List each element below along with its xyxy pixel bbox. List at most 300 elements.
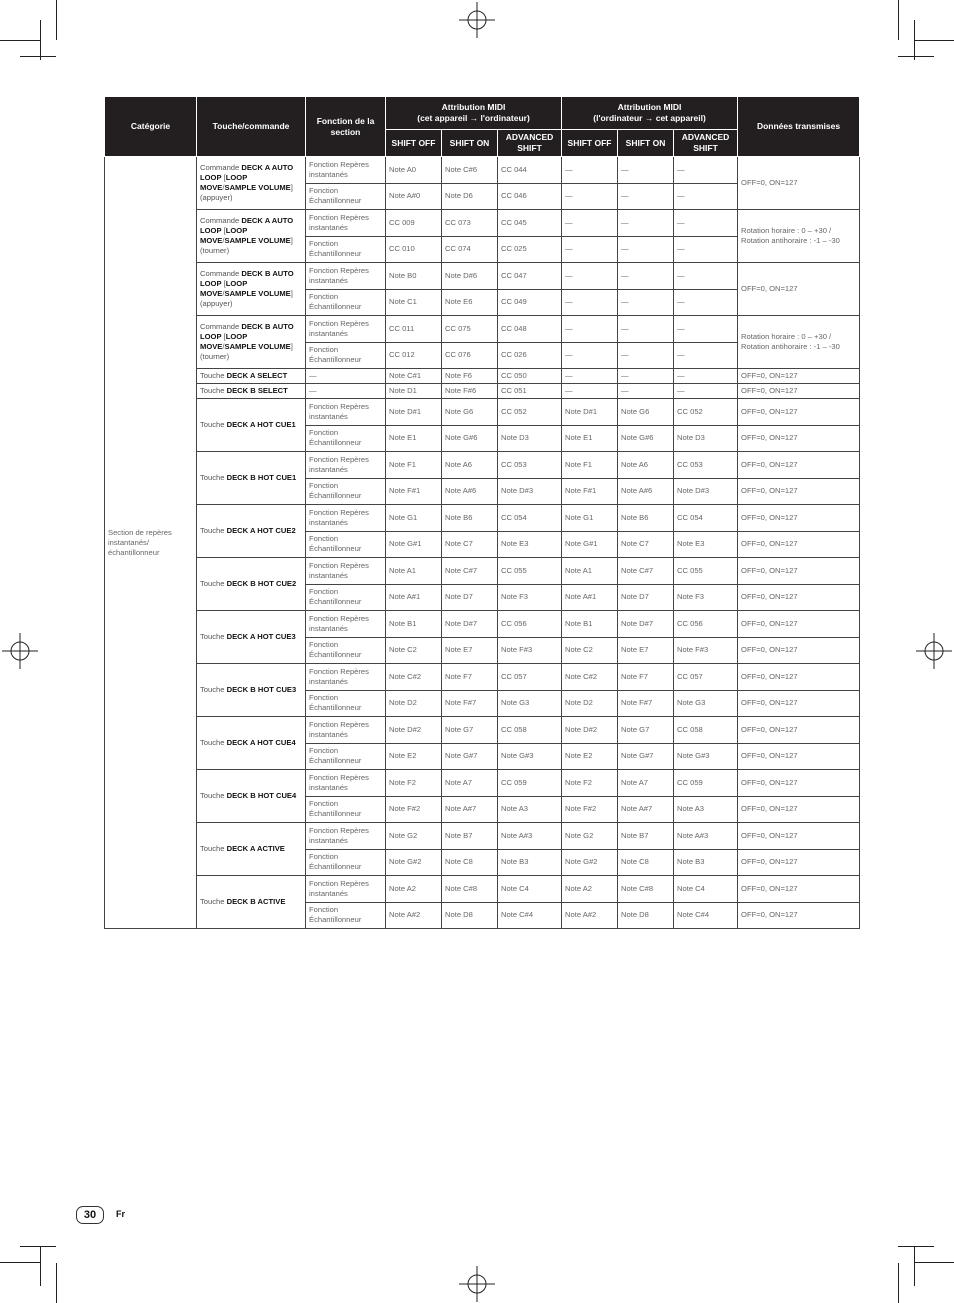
midi-value-cell: Note E1	[386, 425, 442, 452]
midi-value-cell: —	[618, 157, 674, 184]
midi-value-cell: Note A1	[562, 558, 618, 585]
header-shift-on: SHIFT ON	[442, 130, 498, 157]
midi-value-cell: Note G#1	[386, 531, 442, 558]
function-cell: Fonction Échantillonneur	[306, 425, 386, 452]
control-label-part: [	[221, 226, 226, 235]
crop-mark	[40, 20, 41, 60]
table-row	[105, 770, 860, 797]
crop-mark	[56, 0, 57, 40]
midi-value-cell: —	[618, 236, 674, 263]
control-cell	[197, 452, 306, 505]
midi-value-cell: Note F#3	[498, 637, 562, 664]
control-label-part: Touche	[200, 897, 227, 906]
control-label-part: [	[221, 173, 226, 182]
midi-value-cell: CC 052	[498, 399, 562, 426]
midi-value-cell: Note E1	[562, 425, 618, 452]
control-cell	[197, 157, 306, 210]
midi-value-cell: —	[562, 369, 618, 384]
control-label-part: Commande	[200, 269, 242, 278]
midi-value-cell: Note A#1	[562, 584, 618, 611]
midi-value-cell: CC 047	[498, 263, 562, 290]
midi-value-cell: Note C7	[442, 531, 498, 558]
midi-value-cell: —	[562, 384, 618, 399]
midi-value-cell: Note A#6	[618, 478, 674, 505]
control-label-part: DECK B HOT CUE2	[226, 579, 297, 588]
midi-value-cell: Note C#1	[386, 369, 442, 384]
midi-value-cell: —	[618, 183, 674, 210]
midi-value-cell: —	[618, 210, 674, 237]
midi-value-cell: —	[562, 342, 618, 369]
midi-value-cell: CC 044	[498, 157, 562, 184]
midi-value-cell: Note D3	[498, 425, 562, 452]
transmitted-data-cell: OFF=0, ON=127	[738, 796, 860, 823]
function-cell: —	[306, 369, 386, 384]
function-cell: Fonction Repères instantanés	[306, 263, 386, 290]
transmitted-data-cell: OFF=0, ON=127	[738, 478, 860, 505]
midi-value-cell: Note C2	[562, 637, 618, 664]
midi-value-cell: Note C8	[442, 849, 498, 876]
table-row	[105, 717, 860, 744]
midi-value-cell: Note D2	[562, 690, 618, 717]
transmitted-data-cell: OFF=0, ON=127	[738, 902, 860, 929]
midi-value-cell: Note C8	[618, 849, 674, 876]
midi-value-cell: Note A#0	[386, 183, 442, 210]
header-midi-in	[562, 97, 738, 130]
control-label-part: LOOP MOVE	[200, 279, 248, 298]
midi-value-cell: CC 055	[498, 558, 562, 585]
transmitted-data-cell: OFF=0, ON=127	[738, 399, 860, 426]
transmitted-data-cell: OFF=0, ON=127	[738, 157, 860, 210]
control-label-part: LOOP MOVE	[200, 173, 248, 192]
midi-value-cell: Note B1	[562, 611, 618, 638]
midi-value-cell: Note D8	[442, 902, 498, 929]
midi-value-cell: —	[562, 289, 618, 316]
header-midi-out-title: Attribution MIDI	[441, 102, 506, 112]
midi-value-cell: —	[674, 289, 738, 316]
midi-value-cell: Note A#7	[442, 796, 498, 823]
midi-value-cell: Note G2	[562, 823, 618, 850]
transmitted-data-cell: OFF=0, ON=127	[738, 263, 860, 316]
midi-value-cell: Note D8	[618, 902, 674, 929]
control-cell	[197, 717, 306, 770]
transmitted-data-cell: OFF=0, ON=127	[738, 664, 860, 691]
midi-value-cell: Note G3	[498, 690, 562, 717]
function-cell: Fonction Repères instantanés	[306, 399, 386, 426]
midi-value-cell: Note G1	[562, 505, 618, 532]
function-cell: Fonction Repères instantanés	[306, 505, 386, 532]
midi-value-cell: CC 058	[674, 717, 738, 744]
control-label-part: Touche	[200, 371, 227, 380]
midi-value-cell: Note A#2	[386, 902, 442, 929]
table-row	[105, 210, 860, 237]
midi-value-cell: Note D1	[386, 384, 442, 399]
crop-mark	[914, 1262, 954, 1263]
midi-value-cell: Note A2	[562, 876, 618, 903]
midi-value-cell: —	[674, 369, 738, 384]
control-label-part: ] (appuyer)	[200, 289, 293, 308]
midi-value-cell: Note A7	[442, 770, 498, 797]
midi-value-cell: Note B1	[386, 611, 442, 638]
control-label-part: Touche	[200, 844, 227, 853]
midi-value-cell: Note F1	[562, 452, 618, 479]
transmitted-data-cell: OFF=0, ON=127	[738, 558, 860, 585]
midi-value-cell: —	[674, 263, 738, 290]
midi-value-cell: CC 025	[498, 236, 562, 263]
control-label-part: ] (tourner)	[200, 342, 293, 361]
crop-mark	[20, 1246, 56, 1247]
midi-value-cell: Note G#2	[386, 849, 442, 876]
midi-value-cell: Note C2	[386, 637, 442, 664]
midi-value-cell: —	[674, 210, 738, 237]
midi-value-cell: CC 055	[674, 558, 738, 585]
function-cell: Fonction Repères instantanés	[306, 210, 386, 237]
control-label-part: Touche	[200, 791, 227, 800]
midi-value-cell: —	[674, 157, 738, 184]
midi-value-cell: Note G1	[386, 505, 442, 532]
midi-value-cell: Note A3	[674, 796, 738, 823]
midi-value-cell: CC 012	[386, 342, 442, 369]
midi-value-cell: —	[618, 289, 674, 316]
midi-value-cell: Note E2	[562, 743, 618, 770]
header-control: Touche/commande	[197, 97, 306, 157]
midi-value-cell: Note B6	[618, 505, 674, 532]
table-row	[105, 823, 860, 850]
header-advanced-shift: ADVANCED SHIFT	[674, 130, 738, 157]
control-label-part: [	[221, 332, 226, 341]
control-label-part: LOOP MOVE	[200, 226, 248, 245]
control-cell	[197, 316, 306, 369]
midi-value-cell: Note D#7	[442, 611, 498, 638]
transmitted-data-cell: Rotation horaire : 0 – +30 / Rotation antihoraire : -1 – -30	[738, 210, 860, 263]
midi-value-cell: Note F7	[618, 664, 674, 691]
header-category: Catégorie	[105, 97, 197, 157]
midi-value-cell: Note G#3	[674, 743, 738, 770]
crop-mark	[0, 1262, 40, 1263]
midi-value-cell: Note A#1	[386, 584, 442, 611]
midi-value-cell: Note E7	[442, 637, 498, 664]
midi-value-cell: —	[618, 316, 674, 343]
control-cell	[197, 558, 306, 611]
control-label-part: DECK B AUTO LOOP	[200, 322, 294, 341]
control-label-part: DECK A HOT CUE1	[226, 420, 296, 429]
control-label-part: DECK A SELECT	[226, 371, 288, 380]
midi-value-cell: —	[618, 263, 674, 290]
midi-value-cell: Note D6	[442, 183, 498, 210]
control-label-part: Touche	[200, 473, 227, 482]
crop-mark	[914, 40, 954, 41]
midi-value-cell: Note E2	[386, 743, 442, 770]
midi-value-cell: Note G#1	[562, 531, 618, 558]
midi-value-cell: —	[618, 384, 674, 399]
midi-value-cell: Note F#7	[618, 690, 674, 717]
transmitted-data-cell: OFF=0, ON=127	[738, 690, 860, 717]
control-label-part: /	[222, 236, 225, 245]
function-cell: Fonction Échantillonneur	[306, 478, 386, 505]
control-label-part: ] (tourner)	[200, 236, 293, 255]
midi-value-cell: CC 059	[498, 770, 562, 797]
control-label-part: SAMPLE VOLUME	[224, 236, 291, 245]
midi-value-cell: —	[674, 183, 738, 210]
midi-value-cell: Note A6	[618, 452, 674, 479]
function-cell: Fonction Repères instantanés	[306, 316, 386, 343]
function-cell: Fonction Échantillonneur	[306, 902, 386, 929]
table-row	[105, 611, 860, 638]
midi-value-cell: CC 059	[674, 770, 738, 797]
midi-value-cell: Note G6	[442, 399, 498, 426]
midi-value-cell: Note D7	[442, 584, 498, 611]
function-cell: Fonction Échantillonneur	[306, 289, 386, 316]
function-cell: Fonction Repères instantanés	[306, 157, 386, 184]
midi-value-cell: Note F2	[562, 770, 618, 797]
midi-value-cell: Note C#2	[386, 664, 442, 691]
midi-value-cell: Note C#8	[618, 876, 674, 903]
midi-value-cell: Note G2	[386, 823, 442, 850]
transmitted-data-cell: OFF=0, ON=127	[738, 770, 860, 797]
header-midi-in-title: Attribution MIDI	[617, 102, 682, 112]
midi-value-cell: —	[562, 236, 618, 263]
midi-value-cell: —	[562, 210, 618, 237]
midi-value-cell: CC 058	[498, 717, 562, 744]
control-label-part: ] (appuyer)	[200, 183, 293, 202]
function-cell: Fonction Repères instantanés	[306, 664, 386, 691]
midi-value-cell: Note A7	[618, 770, 674, 797]
control-label-part: DECK A HOT CUE2	[226, 526, 296, 535]
midi-value-cell: Note C#4	[674, 902, 738, 929]
function-cell: Fonction Échantillonneur	[306, 849, 386, 876]
function-cell: Fonction Échantillonneur	[306, 796, 386, 823]
control-label-part: Commande	[200, 216, 242, 225]
midi-value-cell: Note G#7	[442, 743, 498, 770]
control-label-part: DECK B AUTO LOOP	[200, 269, 294, 288]
midi-value-cell: Note D#7	[618, 611, 674, 638]
function-cell: Fonction Repères instantanés	[306, 611, 386, 638]
control-label-part: DECK A ACTIVE	[226, 844, 285, 853]
control-label-part: DECK A HOT CUE4	[226, 738, 296, 747]
midi-value-cell: Note D2	[386, 690, 442, 717]
control-cell	[197, 399, 306, 452]
crop-mark	[914, 1246, 915, 1286]
control-label-part: SAMPLE VOLUME	[224, 289, 291, 298]
midi-value-cell: Note F3	[498, 584, 562, 611]
midi-value-cell: CC 046	[498, 183, 562, 210]
midi-value-cell: Note D#1	[386, 399, 442, 426]
midi-value-cell: Note G#6	[618, 425, 674, 452]
control-label-part: Touche	[200, 685, 227, 694]
table-row	[105, 558, 860, 585]
midi-value-cell: —	[562, 263, 618, 290]
control-label-part: DECK A HOT CUE3	[226, 632, 296, 641]
midi-value-cell: Note C#6	[442, 157, 498, 184]
control-cell	[197, 263, 306, 316]
midi-value-cell: Note G#7	[618, 743, 674, 770]
transmitted-data-cell: OFF=0, ON=127	[738, 505, 860, 532]
midi-value-cell: Note F#2	[386, 796, 442, 823]
midi-value-cell: Note G7	[618, 717, 674, 744]
midi-value-cell: —	[562, 183, 618, 210]
midi-value-cell: Note G#2	[562, 849, 618, 876]
midi-value-cell: Note F1	[386, 452, 442, 479]
midi-value-cell: CC 051	[498, 384, 562, 399]
transmitted-data-cell: OFF=0, ON=127	[738, 369, 860, 384]
control-label-part: [	[221, 279, 226, 288]
crop-mark	[898, 1263, 899, 1303]
control-label-part: Touche	[200, 386, 227, 395]
midi-value-cell: Note A#7	[618, 796, 674, 823]
control-cell	[197, 664, 306, 717]
control-cell	[197, 611, 306, 664]
transmitted-data-cell: OFF=0, ON=127	[738, 876, 860, 903]
function-cell: Fonction Échantillonneur	[306, 743, 386, 770]
function-cell: Fonction Repères instantanés	[306, 770, 386, 797]
midi-value-cell: CC 045	[498, 210, 562, 237]
transmitted-data-cell: OFF=0, ON=127	[738, 425, 860, 452]
midi-value-cell: CC 074	[442, 236, 498, 263]
midi-value-cell: CC 054	[498, 505, 562, 532]
transmitted-data-cell: OFF=0, ON=127	[738, 452, 860, 479]
midi-value-cell: Note F#1	[562, 478, 618, 505]
midi-value-cell: CC 057	[498, 664, 562, 691]
control-label-part: DECK B HOT CUE1	[226, 473, 297, 482]
control-label-part: SAMPLE VOLUME	[224, 183, 291, 192]
control-label-part: /	[222, 342, 225, 351]
registration-mark-icon	[459, 2, 495, 38]
midi-value-cell: Note C#4	[498, 902, 562, 929]
function-cell: Fonction Échantillonneur	[306, 584, 386, 611]
midi-value-cell: Note B3	[674, 849, 738, 876]
control-label-part: Touche	[200, 579, 227, 588]
table-row	[105, 369, 860, 384]
control-cell	[197, 210, 306, 263]
control-label-part: Commande	[200, 163, 242, 172]
midi-value-cell: Note C4	[498, 876, 562, 903]
midi-value-cell: CC 011	[386, 316, 442, 343]
table-row	[105, 263, 860, 290]
midi-value-cell: Note B7	[442, 823, 498, 850]
header-shift-on: SHIFT ON	[618, 130, 674, 157]
midi-value-cell: Note A3	[498, 796, 562, 823]
midi-value-cell: Note D#6	[442, 263, 498, 290]
page-language: Fr	[116, 1209, 125, 1219]
midi-value-cell: Note A1	[386, 558, 442, 585]
control-label-part: /	[222, 183, 225, 192]
function-cell: —	[306, 384, 386, 399]
midi-value-cell: Note C#7	[442, 558, 498, 585]
table-row	[105, 157, 860, 184]
crop-mark	[56, 1263, 57, 1303]
midi-value-cell: CC 054	[674, 505, 738, 532]
midi-value-cell: Note F7	[442, 664, 498, 691]
transmitted-data-cell: OFF=0, ON=127	[738, 384, 860, 399]
midi-value-cell: CC 052	[674, 399, 738, 426]
header-midi-in-subtitle: (l'ordinateur → cet appareil)	[593, 113, 706, 123]
transmitted-data-cell: OFF=0, ON=127	[738, 584, 860, 611]
midi-value-cell: Note G6	[618, 399, 674, 426]
function-cell: Fonction Repères instantanés	[306, 876, 386, 903]
control-label-part: Touche	[200, 632, 227, 641]
function-cell: Fonction Échantillonneur	[306, 531, 386, 558]
control-label-part: /	[222, 289, 225, 298]
control-label-part: Touche	[200, 738, 227, 747]
midi-value-cell: Note E6	[442, 289, 498, 316]
midi-value-cell: Note C#7	[618, 558, 674, 585]
transmitted-data-cell: OFF=0, ON=127	[738, 611, 860, 638]
header-data: Données transmises	[738, 97, 860, 157]
midi-value-cell: Note G#3	[498, 743, 562, 770]
header-function: Fonction de la section	[306, 97, 386, 157]
header-advanced-shift: ADVANCED SHIFT	[498, 130, 562, 157]
registration-mark-icon	[916, 633, 952, 669]
midi-value-cell: Note F#2	[562, 796, 618, 823]
midi-value-cell: —	[674, 342, 738, 369]
midi-value-cell: CC 073	[442, 210, 498, 237]
transmitted-data-cell: OFF=0, ON=127	[738, 849, 860, 876]
midi-value-cell: Note A#3	[674, 823, 738, 850]
crop-mark	[0, 40, 40, 41]
midi-value-cell: Note B0	[386, 263, 442, 290]
table-row	[105, 399, 860, 426]
crop-mark	[898, 1246, 934, 1247]
midi-value-cell: Note B7	[618, 823, 674, 850]
transmitted-data-cell: OFF=0, ON=127	[738, 637, 860, 664]
function-cell: Fonction Repères instantanés	[306, 717, 386, 744]
midi-value-cell: —	[562, 157, 618, 184]
registration-mark-icon	[459, 1266, 495, 1302]
midi-value-cell: Note F#3	[674, 637, 738, 664]
control-label-part: DECK B HOT CUE4	[226, 791, 297, 800]
midi-value-cell: CC 053	[498, 452, 562, 479]
control-label-part: DECK B HOT CUE3	[226, 685, 297, 694]
midi-value-cell: Note A#2	[562, 902, 618, 929]
function-cell: Fonction Repères instantanés	[306, 823, 386, 850]
control-cell	[197, 876, 306, 929]
function-cell: Fonction Échantillonneur	[306, 236, 386, 263]
control-label-part: Commande	[200, 322, 242, 331]
control-label-part: LOOP MOVE	[200, 332, 248, 351]
midi-value-cell: Note B6	[442, 505, 498, 532]
midi-value-cell: Note G3	[674, 690, 738, 717]
midi-value-cell: —	[618, 369, 674, 384]
midi-value-cell: —	[674, 384, 738, 399]
midi-value-cell: Note F6	[442, 369, 498, 384]
header-midi-out-subtitle: (cet appareil → l'ordinateur)	[417, 113, 530, 123]
control-label-part: DECK A AUTO LOOP	[200, 163, 294, 182]
midi-value-cell: CC 010	[386, 236, 442, 263]
crop-mark	[898, 56, 934, 57]
midi-value-cell: Note B3	[498, 849, 562, 876]
midi-value-cell: Note F#7	[442, 690, 498, 717]
transmitted-data-cell: Rotation horaire : 0 – +30 / Rotation antihoraire : -1 – -30	[738, 316, 860, 369]
midi-value-cell: Note F3	[674, 584, 738, 611]
table-row	[105, 876, 860, 903]
control-label-part: DECK B ACTIVE	[226, 897, 286, 906]
page-number: 30	[76, 1206, 104, 1224]
midi-value-cell: Note E3	[674, 531, 738, 558]
midi-value-cell: CC 048	[498, 316, 562, 343]
crop-mark	[898, 0, 899, 40]
midi-value-cell: —	[618, 342, 674, 369]
registration-mark-icon	[2, 633, 38, 669]
control-cell	[197, 369, 306, 384]
table-body	[105, 157, 860, 929]
crop-mark	[914, 20, 915, 60]
midi-value-cell: CC 053	[674, 452, 738, 479]
transmitted-data-cell: OFF=0, ON=127	[738, 823, 860, 850]
midi-value-cell: CC 050	[498, 369, 562, 384]
midi-value-cell: CC 076	[442, 342, 498, 369]
control-cell	[197, 823, 306, 876]
midi-value-cell: CC 056	[674, 611, 738, 638]
control-cell	[197, 384, 306, 399]
